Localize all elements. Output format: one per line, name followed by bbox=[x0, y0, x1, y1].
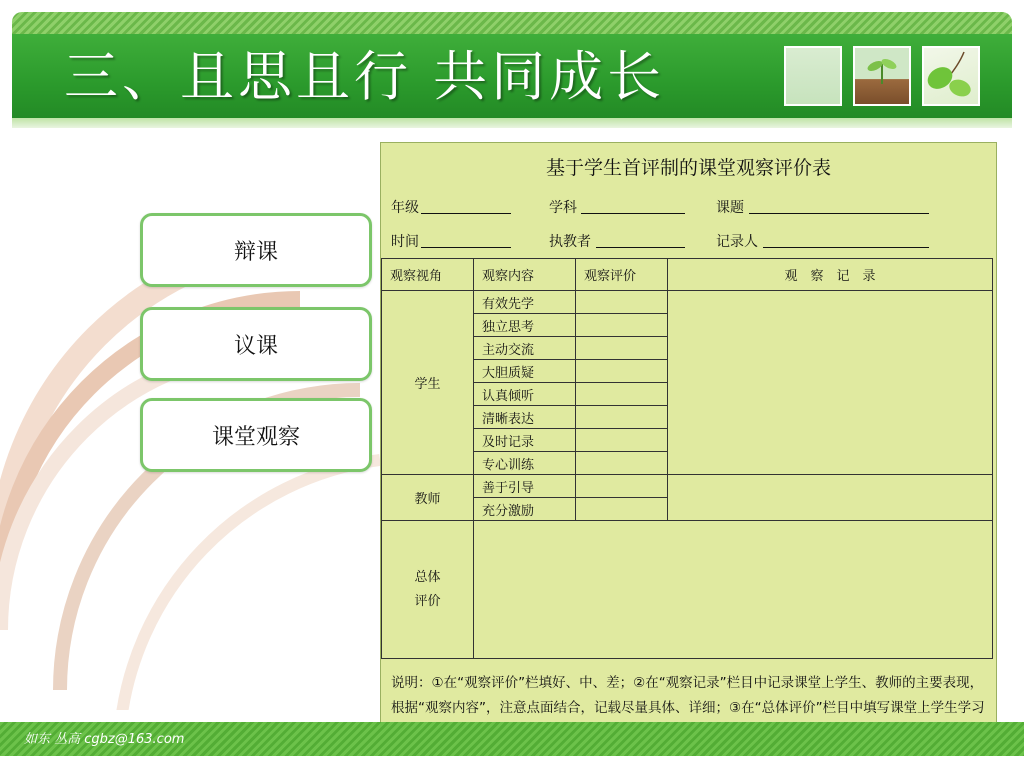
table-row-overall bbox=[382, 521, 993, 659]
column-header: 观察视角 bbox=[382, 259, 474, 291]
field-line-teacher[interactable] bbox=[596, 231, 685, 248]
observation-form-panel bbox=[380, 142, 997, 742]
field-label-topic: 课题 bbox=[716, 200, 744, 216]
evaluation-cell[interactable] bbox=[576, 291, 668, 314]
record-cell-teacher[interactable] bbox=[668, 475, 993, 521]
table-row bbox=[382, 475, 993, 498]
evaluation-cell[interactable] bbox=[576, 498, 668, 521]
menu-button-bianke[interactable] bbox=[140, 213, 372, 287]
observation-item: 独立思考 bbox=[474, 314, 576, 337]
observation-item: 善于引导 bbox=[474, 475, 576, 498]
observation-table bbox=[381, 258, 993, 659]
field-label-grade: 年级 bbox=[391, 200, 419, 216]
field-line-time[interactable] bbox=[421, 231, 511, 248]
slide-title: 三、且思且行 共同成长 bbox=[64, 45, 666, 108]
evaluation-cell[interactable] bbox=[576, 406, 668, 429]
evaluation-cell[interactable] bbox=[576, 337, 668, 360]
field-label-teacher: 执教者 bbox=[549, 234, 591, 250]
seedling-thumbnail-image bbox=[853, 46, 911, 106]
observation-item: 主动交流 bbox=[474, 337, 576, 360]
field-line-topic[interactable] bbox=[749, 197, 929, 214]
field-label-subject: 学科 bbox=[549, 200, 577, 216]
title-underline bbox=[12, 118, 1012, 128]
observation-item: 专心训练 bbox=[474, 452, 576, 475]
evaluation-cell[interactable] bbox=[576, 383, 668, 406]
row-group-label-student: 学生 bbox=[382, 291, 474, 475]
menu-button-label: 辩课 bbox=[233, 239, 278, 265]
menu-button-label: 课堂观察 bbox=[211, 424, 300, 450]
observation-item: 及时记录 bbox=[474, 429, 576, 452]
evaluation-cell[interactable] bbox=[576, 360, 668, 383]
blank-thumbnail-image bbox=[784, 46, 842, 106]
field-label-time: 时间 bbox=[391, 234, 419, 250]
observation-item: 有效先学 bbox=[474, 291, 576, 314]
field-line-subject[interactable] bbox=[581, 197, 685, 214]
evaluation-cell[interactable] bbox=[576, 452, 668, 475]
menu-button-classroom-observation[interactable] bbox=[140, 398, 372, 472]
observation-item: 清晰表达 bbox=[474, 406, 576, 429]
leaf-thumbnail-image bbox=[922, 46, 980, 106]
footer-text: 如东 丛高 cgbz@163.com bbox=[24, 732, 185, 747]
menu-button-yike[interactable] bbox=[140, 307, 372, 381]
column-header: 观 察 记 录 bbox=[668, 259, 993, 291]
column-header: 观察评价 bbox=[576, 259, 668, 291]
overall-label-line: 评价 bbox=[414, 593, 441, 609]
field-line-recorder[interactable] bbox=[763, 231, 929, 248]
table-row bbox=[382, 291, 993, 314]
field-label-recorder: 记录人 bbox=[716, 234, 758, 250]
top-stripe bbox=[12, 12, 1012, 34]
evaluation-cell[interactable] bbox=[576, 429, 668, 452]
form-note: 说明：①在“观察评价”栏填好、中、差；②在“观察记录”栏目中记录课堂上学生、教师的主要表现，根据“观察内容”，注意点面结合，记载尽量具体、详细；③在“总体评价”栏目中填写课堂上学生学习 bbox=[391, 675, 985, 716]
field-line-grade[interactable] bbox=[421, 197, 511, 214]
evaluation-cell[interactable] bbox=[576, 475, 668, 498]
table-header-row bbox=[382, 259, 993, 291]
menu-button-label: 议课 bbox=[233, 333, 278, 359]
record-cell-student[interactable] bbox=[668, 291, 993, 475]
evaluation-cell[interactable] bbox=[576, 314, 668, 337]
row-group-label-teacher: 教师 bbox=[382, 475, 474, 521]
row-group-label-overall bbox=[382, 521, 474, 659]
form-title: 基于学生首评制的课堂观察评价表 bbox=[545, 157, 831, 179]
overall-evaluation-cell[interactable] bbox=[474, 521, 993, 659]
observation-item: 充分激励 bbox=[474, 498, 576, 521]
overall-label-line: 总体 bbox=[414, 569, 441, 585]
column-header: 观察内容 bbox=[474, 259, 576, 291]
observation-item: 大胆质疑 bbox=[474, 360, 576, 383]
observation-item: 认真倾听 bbox=[474, 383, 576, 406]
